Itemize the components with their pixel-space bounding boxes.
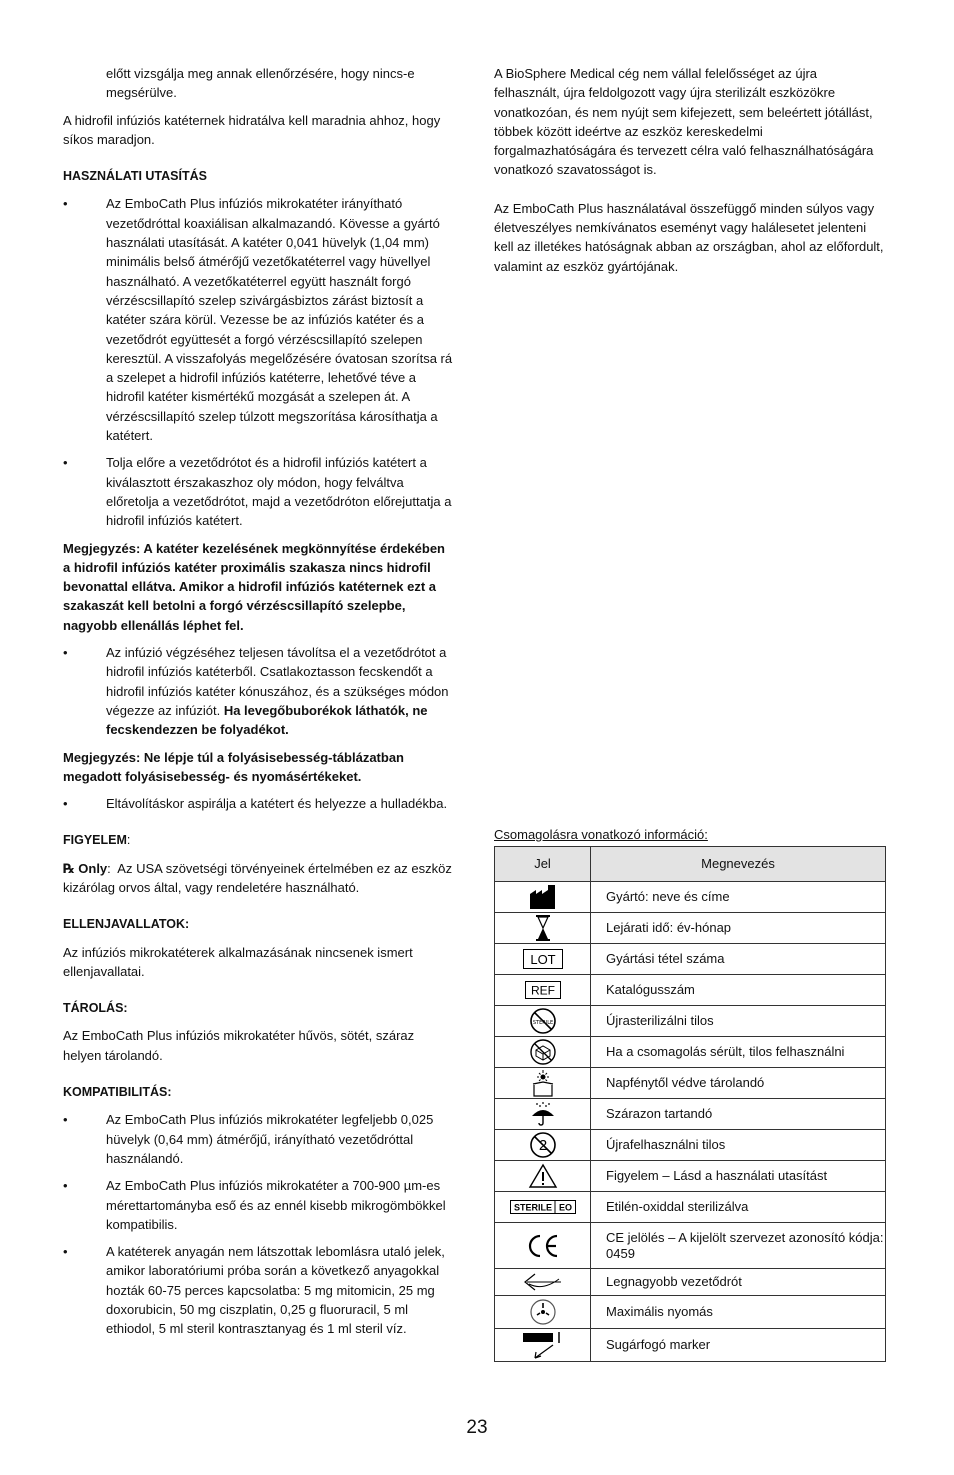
table-row xyxy=(495,975,886,1006)
heading-compatibility: KOMPATIBILITÁS: xyxy=(63,1085,172,1100)
no-reuse-icon xyxy=(529,1131,557,1159)
table-row xyxy=(495,882,886,913)
symbol-label: Napfénytől védve tárolandó xyxy=(591,1068,886,1099)
usage-bullet-1: • Az EmboCath Plus infúziós mikrokatéter irányítható vezetődróttal koaxiálisan alkalmazandó. Kövesse a gyártó használati utasítását. A katéter 0,041 hüvelyk (1,04 mm) minimális belső átmérőjű vezetőkatéterrel vagy hüvellyel használható. A vezetőkatéterrel együtt használt forgó vérzéscsillapító szelep szivárgásbiztos zárást biztosít a katéter szára körül. Vezesse be az infúziós katéter és a vezetődrót együttesét a forgó vérzéscsillapító szelepen keresztül. A visszafolyás megelőzésére óvatosan szorítsa rá a szelepet a hidrofil infúziós katéterre, lehetővé téve a hidrofil katéter kismértékű mozgását a szelepen át. A vérzéscsillapító szelep túlzott megszorítása károsíthatja a katétert. xyxy=(63,196,453,444)
usage-bullet-4: • Eltávolításkor aspirálja a katétert és helyezze a hulladékba. xyxy=(63,794,453,813)
table-row xyxy=(495,1329,886,1362)
symbol-label: Gyártási tétel száma xyxy=(591,944,886,975)
symbol-label: CE jelölés – A kijelölt szervezet azonosító kódja: 0459 xyxy=(591,1223,886,1269)
contraindications-text: Az infúziós mikrokatéterek alkalmazásának nincsenek ismert ellenjavallatai. xyxy=(63,944,413,979)
compat-bullet-1: • Az EmboCath Plus infúziós mikrokatéter legfeljebb 0,025 hüvelyk (0,64 mm) átmérőjű, irányítható vezetődróttal használandó. xyxy=(63,1112,434,1166)
table-row xyxy=(495,1161,886,1192)
compat-bullet-3: • A katéterek anyagán nem látszottak lebomlásra utaló jelek, amikor laboratóriumi próba során a következő anyagokkal hozták 60-75 perces kapcsolatba: 5 mg mitomicin, 25 mg doxorubicin, 50 mg ciszplatin, 0,25 g fluoruracil, 5 ml ethiodol, 5 ml steril kontrasztanyag és 1 ml steril víz. xyxy=(63,1244,445,1337)
symbol-label: Legnagyobb vezetődrót xyxy=(591,1269,886,1296)
bullet-icon: • xyxy=(63,196,68,212)
svg-text:LOT: LOT xyxy=(529,952,556,967)
table-row xyxy=(495,1130,886,1161)
max-guidewire-icon xyxy=(523,1271,563,1293)
svg-text:EO: EO xyxy=(558,1202,572,1213)
heading-warning: FIGYELEM: xyxy=(63,833,131,848)
bullet-icon: • xyxy=(63,1178,68,1194)
table-row xyxy=(495,913,886,944)
intro-paragraph: A hidrofil infúziós katéternek hidratálva kell maradnia ahhoz, hogy síkos maradjon. xyxy=(63,112,441,147)
no-resterilize-icon xyxy=(529,1007,557,1035)
symbol-label: Szárazon tartandó xyxy=(591,1099,886,1130)
rx-only-label: ℞ Only xyxy=(63,860,108,876)
table-row xyxy=(495,1068,886,1099)
page-number: 23 xyxy=(466,1417,488,1438)
rx-only-statement: ℞ Only: Az USA szövetségi törvényeinek értelmében ez az eszköz kizárólag orvos által, vagy rendeletére használható. xyxy=(63,860,452,895)
table-row xyxy=(495,1037,886,1068)
svg-text:REF: REF xyxy=(530,983,555,998)
lot-icon xyxy=(523,949,563,969)
heading-contraindications: ELLENJAVALLATOK: xyxy=(63,917,190,932)
heading-storage: TÁROLÁS: xyxy=(63,1001,128,1016)
right-column xyxy=(494,64,886,284)
bullet-icon: • xyxy=(63,1112,68,1128)
liability-paragraph: A BioSphere Medical cég nem vállal felelősséget az újra felhasznált, újra feldolgozott vagy újra sterilizált eszközökre vonatkozóan, és nem nyújt sem kifejezett, sem beleértett jótállást, többek között ideértve az eszköz kereskedelmi forgalmazhatóságára és tervezett célra való felhasználhatóságára vonatkozó szavatosságot is. xyxy=(494,66,874,178)
bullet-icon: • xyxy=(63,1244,68,1260)
note-hydrophilic: Megjegyzés: A katéter kezelésének megkönnyítése érdekében a hidrofil infúziós katéter proximális szakasza nincs hidrofil bevonattal ellátva. Amikor a hidrofil infúziós katéternek ezt a szakaszát kell betolni a forgó vérzéscsillapító szelepbe, nagyobb ellenállás léphet fel. xyxy=(63,540,445,633)
symbol-label: Ha a csomagolás sérült, tilos felhasználni xyxy=(591,1037,886,1068)
column-header-name: Megnevezés xyxy=(591,847,886,882)
sterile-eo-icon xyxy=(510,1200,576,1214)
table-header-row xyxy=(495,847,886,882)
storage-text: Az EmboCath Plus infúziós mikrokatéter hűvös, sötét, száraz helyen tárolandó. xyxy=(63,1028,415,1063)
table-row xyxy=(495,1192,886,1223)
symbol-label: Újrasterilizálni tilos xyxy=(591,1006,886,1037)
radiopaque-marker-icon xyxy=(521,1331,565,1359)
symbol-label: Újrafelhasználni tilos xyxy=(591,1130,886,1161)
table-row xyxy=(495,1006,886,1037)
svg-text:STERILE: STERILE xyxy=(513,1202,552,1213)
bullet-icon: • xyxy=(63,455,68,471)
bullet-icon: • xyxy=(63,796,68,812)
compat-bullet-2: • Az EmboCath Plus infúziós mikrokatéter a 700-900 µm-es mérettartományba eső és az ennél kisebb mikrogömbökkel kompatibilis. xyxy=(63,1178,446,1232)
symbol-label: Katalógusszám xyxy=(591,975,886,1006)
symbol-label: Lejárati idő: év-hónap xyxy=(591,913,886,944)
symbols-table xyxy=(494,846,886,1362)
left-column xyxy=(63,64,453,1347)
svg-text:2: 2 xyxy=(538,1137,547,1154)
manufacturer-icon xyxy=(528,884,558,910)
usage-bullet-3: • Az infúzió végzéséhez teljesen távolítsa el a vezetődrótot a hidrofil infúziós katéterből. Csatlakoztasson fecskendőt a hidrofil infúziós katéter kónuszához, és a szükséges módon végezze az infúziót. Ha levegőbuborékok láthatók, ne fecskendezzen be folyadékot. xyxy=(63,645,449,738)
ce-mark-icon xyxy=(526,1233,560,1259)
table-row xyxy=(495,944,886,975)
intro-continuation: előtt vizsgálja meg annak ellenőrzésére, hogy nincs-e megsérülve. xyxy=(106,66,415,101)
heading-usage: HASZNÁLATI UTASÍTÁS xyxy=(63,169,207,184)
keep-dry-icon xyxy=(529,1101,557,1127)
symbol-label: Gyártó: neve és címe xyxy=(591,882,886,913)
usage-bullet-2: • Tolja előre a vezetődrótot és a hidrofil infúziós katétert a kiválasztott érszakaszhoz oly módon, hogy felváltva előretolja a vezetődrótot, majd a vezetődróton előrejuttatja a hidrofil infúziós katétert. xyxy=(63,455,452,529)
symbol-label: Sugárfogó marker xyxy=(591,1329,886,1362)
symbol-label: Etilén-oxiddal sterilizálva xyxy=(591,1192,886,1223)
caution-icon xyxy=(528,1163,558,1189)
note-flow-rate: Megjegyzés: Ne lépje túl a folyásisebesség-táblázatban megadott folyásisebesség- és nyomásértékeket. xyxy=(63,749,405,784)
column-header-symbol: Jel xyxy=(495,847,591,882)
table-row xyxy=(495,1269,886,1296)
table-row xyxy=(495,1296,886,1329)
packaging-title: Csomagolásra vonatkozó információ: xyxy=(494,827,708,842)
svg-text:STERILE: STERILE xyxy=(532,1020,553,1026)
table-row xyxy=(495,1099,886,1130)
symbol-label: Figyelem – Lásd a használati utasítást xyxy=(591,1161,886,1192)
max-pressure-icon xyxy=(529,1298,557,1326)
ref-icon xyxy=(525,981,561,999)
bullet-icon: • xyxy=(63,645,68,661)
symbol-label: Maximális nyomás xyxy=(591,1296,886,1329)
table-row xyxy=(495,1223,886,1269)
keep-from-sunlight-icon xyxy=(529,1069,557,1097)
adverse-event-paragraph: Az EmboCath Plus használatával összefüggő minden súlyos vagy életveszélyes nemkívánatos eseményt vagy halálesetet jelenteni kell az illetékes hatóságnak abban az országban, ahol az előfordult, valamint az eszköz gyártójának. xyxy=(494,200,884,274)
hourglass-icon xyxy=(534,914,552,942)
damaged-package-icon xyxy=(529,1038,557,1066)
